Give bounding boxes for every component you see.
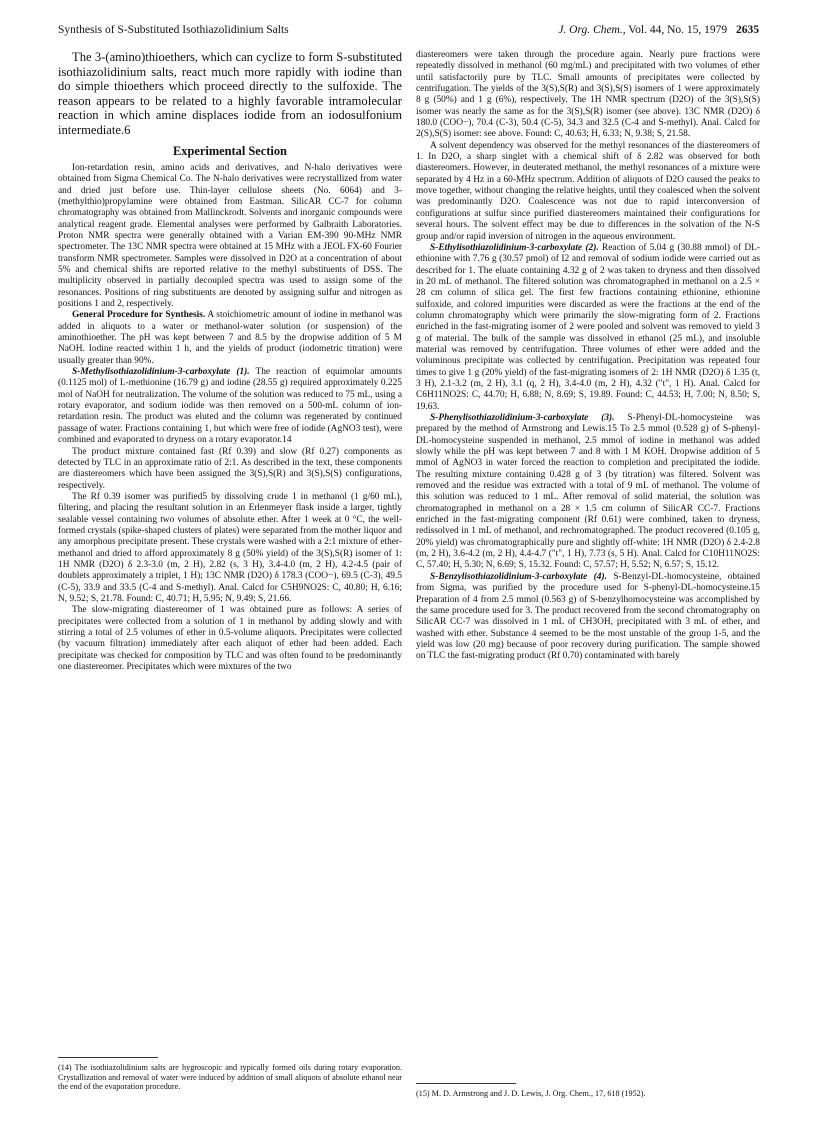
mixture-paragraph: The product mixture contained fast (Rf 0.39) and slow (Rf 0.27) components as detected by TLC in an approximate ratio of 2:1. As described in the text, these components are diastereomers which have been assigned the 3(S),S(R) and 3(S),S(S) configurations, respectively. (58, 446, 402, 491)
right-column (416, 50, 760, 663)
compound-4-paragraph (416, 572, 760, 663)
footnote-14-text: (14) The isothiazolidinium salts are hygroscopic and typically formed oils during rotary evaporation. Crystallization and removal of water were induced by addition of small aliquots of absolute ethanol near the end of the evaporation procedure. (58, 1063, 402, 1092)
compound-1-text: The reaction of equimolar amounts (0.1125 mol) of L-methionine (16.79 g) and iodine (28.55 g) required approximately 0.225 mol of NaOH for neutralization. The volume of the solution was reduced to 75 mL, using a rotary evaporator, and sodium iodide was then removed on a 500-mL column of ion-retardation resin. The product was eluted and the column was regenerated by continued passage of water. Fractions containing 1, but which were free of iodide (AgNO3 test), were combined and evaporated to dryness on a rotary evaporator.14 (58, 367, 402, 446)
page-number: 2635 (736, 24, 759, 36)
section-heading: Experimental Section (173, 143, 287, 158)
running-title: Synthesis of S-Substituted Isothiazolidinium Salts (58, 24, 289, 36)
footnote-15 (416, 1083, 760, 1099)
lead-paragraph: The 3-(amino)thioethers, which can cyclize to form S-substituted isothiazolidinium salts, react much more rapidly with iodine than do simple thioethers which proceed directly to the sulfoxide. The reason appears to be related to a highly favorable intramolecular reaction in which amine displaces iodide from an iodosulfonium intermediate.6 (58, 50, 402, 137)
compound-2-paragraph (416, 243, 760, 413)
compound-1-heading: S-Methylisothiazolidinium-3-carboxylate (1). (72, 367, 250, 378)
compound-1-paragraph (58, 367, 402, 446)
journal-name: J. Org. Chem., (558, 24, 626, 36)
general-procedure-paragraph (58, 310, 402, 367)
rf039-paragraph: The Rf 0.39 isomer was purified5 by dissolving crude 1 in methanol (1 g/60 mL), filtering, and placing the resultant solution in an Erlenmeyer flask inside a larger, tightly sealable vessel containing two volumes of absolute ether. After 1 week at 0 °C, the well-formed crystals (spike-shaped clusters of plates) were separated from the mother liquor and any amorphous precipitate present. These crystals were washed with a 2:1 mixture of ether-methanol and dried to afford approximately 8 g (50% yield) of the 3(S),S(R) isomer of 1: 1H NMR (D2O) δ 2.3-3.0 (m, 2 H), 2.82 (s, 3 H), 3.4-4.0 (m, 2 H), 4.2-4.5 (pair of doublets approximately a triplet, 1 H); 13C NMR (D2O) δ 178.3 (COO−), 69.5 (C-3), 49.5 (C-5), 33.9 and 33.5 (C-4 and S-methyl). Anal. Calcd for C5H9NO2S: C, 40.80; H, 6.16; N, 9.52; S, 21.78. Found: C, 40.71; H, 5.95; N, 9.49; S, 21.66. (58, 491, 402, 604)
footnote-rule (58, 1057, 158, 1058)
left-column (58, 50, 402, 673)
solvent-paragraph: A solvent dependency was observed for the methyl resonances of the diastereomers of 1. In D2O, a sharp singlet with a chemical shift of δ 2.82 was observed for both diastereomers. However, in deuterated methanol, the methyl resonances of a mixture were separated by 4 Hz in a 60-MHz spectrum. Addition of aliquots of D2O caused the peaks to move together, without changing the relative heights, until they coalesced when the solvent was predominantly D2O. Coalescence was not due to rapid interconversion of configurations at sulfur since purified diastereomers maintained their configurations for several hours. The solvent effect may be due to differences in the solvation of the N-S group and/or rapid inversion of nitrogen in the aqueous environment. (416, 140, 760, 242)
compound-3-heading: S-Phenylisothiazolidinium-3-carboxylate (3). (430, 413, 615, 423)
volume-info: Vol. 44, No. 15, 1979 (628, 24, 728, 36)
slow-isomer-paragraph: The slow-migrating diastereomer of 1 was obtained pure as follows: A series of precipitates were collected from a solution of 1 in methanol by adding slowly and with stirring a total of 2.5 volumes of ether in 0.5-volume aliquots. Precipitates were collected (by vacuum filtration) immediately after each aliquot of ether had been added. Each precipitate was checked for composition by TLC and was often found to be predominantly one diastereomer. Precipitates which were mixtures of the two (58, 605, 402, 673)
running-header (58, 24, 759, 40)
footnote-rule (416, 1083, 516, 1084)
compound-4-heading: S-Benzylisothiazolidinium-3-carboxylate (4). (430, 571, 607, 582)
general-procedure-heading: General Procedure for Synthesis. (72, 310, 206, 321)
general-procedure-text: A stoichiometric amount of iodine in methanol was added in aliquots to a water or methanol-water solution (or suspension) of the aminothioether. The pH was kept between 7 and 8.5 by the dropwise addition of 5 M NaOH. Iodine reacted within 1 h, and the yields of product (iodometric titration) were usually greater than 90%. (58, 310, 403, 366)
compound-2-heading: S-Ethylisothiazolidinium-3-carboxylate (2). (430, 242, 599, 253)
journal-citation (558, 24, 759, 36)
footnote-14 (58, 1057, 402, 1092)
continuation-paragraph: diastereomers were taken through the procedure again. Nearly pure fractions were repeatedly dissolved in methanol (60 mg/mL) and precipitated with two volumes of ether until satisfactorily pure by TLC. Small amounts of precipitates were collected by centrifugation. The yields of the 3(S),S(R) and 3(S),S(S) isomers of 1 were approximately 8 g (50%) and 1 g (6%), respectively. The 1H NMR spectrum (D2O) of the 3(S),S(S) isomer was nearly the same as for the 3(S),S(R) isomer (see above). 13C NMR (D2O) δ 180.0 (COO−), 70.4 (C-3), 50.4 (C-5), 34.3 and 32.5 (C-4 and S-methyl). Anal. Calcd for 2(S),S(S) isomer: see above. Found: C, 40.63; H, 6.33; N, 9.38; S, 21.58. (416, 50, 760, 140)
compound-2-text: Reaction of 5.04 g (30.88 mmol) of DL-ethionine with 7.76 g (30.57 pmol) of I2 and removal of sodium iodide were carried out as described for 1. The eluate containing 4.32 g of 2 was taken to dryness and then dissolved in 20 mL of methanol. The filtered solution was chromatographed in methanol on a 2.5 × 28 cm column of silica gel. The first few fractions containing ethionine, ethionine sulfoxide, and colored impurities were discarded as were the fractions at the end of the column chromatography which were primarily the slow-migrating form of 2. Fractions enriched in the fast-migrating isomer of 2 were pooled and solvent was removed to yield 3 g of material. The bulk of the sample was dissolved in ethanol (25 mL), and insoluble material was removed by centrifugation. Three volumes of ether were added and the voluminous precipitate was collected by centrifugation. Precipitation was repeated four times to give 1 g (20% yield) of the fast-migrating isomers of 2: 1H NMR (D2O) δ 1.35 (t, 3 H), 2.1-3.2 (m, 2 H), 3.1 (q, 2 H), 3.4-4.0 (m, 2 H), 4.32 ("t", 1 H). Anal. Calcd for C6H11NO2S: C, 44.70; H, 6.88; N, 8.69; S, 19.89. Found: C, 44.53; H, 7.00; N, 8.50; S, 19.63. (416, 242, 761, 412)
compound-3-text: S-Phenyl-DL-homocysteine was prepared by the method of Armstrong and Lewis.15 To 2.5 mmol (0.528 g) of S-phenyl-DL-homocysteine suspended in methanol, 2.5 mmol of iodine in methanol was added slowly while the pH was kept between 7 and 8 with 1 M KOH. Dropwise addition of 5 mmol of AgNO3 in water forced the reaction to completion and precipitated the iodide. The resulting mixture containing 0.428 g of 3 (by titration) was filtered. Solvent was removed and the residue was extracted with a total of 9 mL of methanol. The volume of this solution was reduced to 1 mL. After removal of solid material, the solution was chromatographed in methanol on a 28 × 1.5 cm column of SilicAR CC-7. Fractions enriched in the fast-migrating component (Rf 0.61) were combined, taken to dryness, redissolved in 1 mL of methanol, and rechromatographed. The product recovered (0.105 g, 20% yield) was chromatographically pure and slightly off-white: 1H NMR (D2O) δ 2.4-2.8 (m, 2 H), 3.6-4.2 (m, 2 H), 4.4-4.7 ("t", 1 H), 7.73 (s, 5 H). Anal. Calcd for C10H11NO2S: C, 57.40; H, 5.30; N, 6.69; S, 15.32. Found: C, 57.57; H, 5.52; N, 6.57; S, 15.12. (416, 413, 760, 571)
compound-4-text: S-Benzyl-DL-homocysteine, obtained from Sigma, was purified by the procedure used for S-phenyl-DL-homocysteine.15 Preparation of 4 from 2.5 mmol (0.563 g) of S-benzylhomocysteine was accomplished by the same procedure used for 3. The product recovered from the second chromatography on SilicAR CC-7 was dissolved in 1 mL of CH3OH, precipitated with 3 mL of ether, and washed with ether. Substance 4 seemed to be the most unstable of the group 1-5, and the yield was low (20 mg) because of poor recovery during purification. The sample showed on TLC the fast-migrating product (Rf 0.70) contaminated with barely (416, 571, 761, 662)
compound-3-paragraph (416, 413, 760, 572)
materials-paragraph: Ion-retardation resin, amino acids and derivatives, and N-halo derivatives were obtained from Sigma Chemical Co. The N-halo derivatives were recrystallized from water and dried just before use. Thin-layer cellulose sheets (No. 6064) and 3-(methylthio)propylamine were obtained from Eastman. SilicAR CC-7 for column chromatography was obtained from Mallinckrodt. Solvents and inorganic compounds were analytical reagent grade. Elemental analyses were performed by Galbraith Laboratories. Proton NMR spectra were generally obtained with a Varian EM-390 90-MHz NMR spectrometer. The 13C NMR spectra were obtained at 15 MHz with a JEOL FX-60 Fourier transform NMR spectrometer. Samples were dissolved in D2O at a concentration of about 5% and chemical shifts are reported relative to the methyl substituents of DSS. The multiplicity observed in partially decoupled spectra was used to assign some of the resonances. Positions of ring substituents are denoted by assigning sulfur and nitrogen as positions 1 and 2, respectively. (58, 162, 402, 310)
footnote-15-text: (15) M. D. Armstrong and J. D. Lewis, J. Org. Chem., 17, 618 (1952). (416, 1089, 646, 1098)
